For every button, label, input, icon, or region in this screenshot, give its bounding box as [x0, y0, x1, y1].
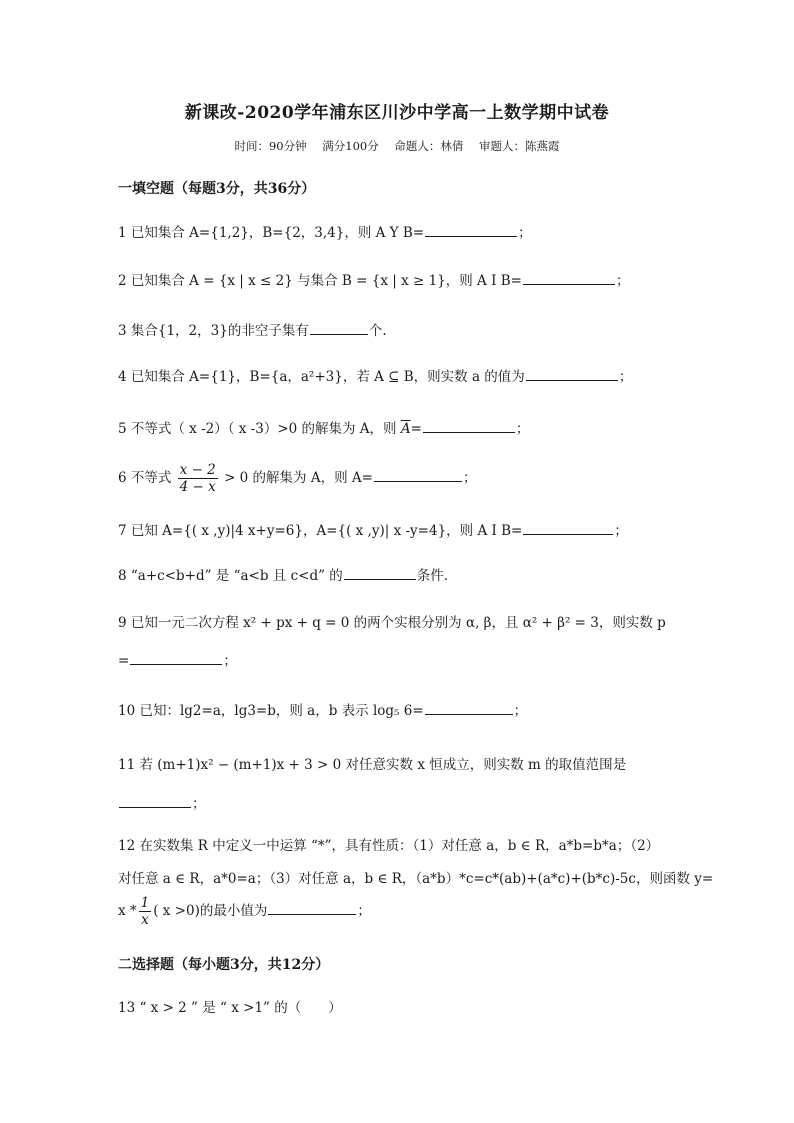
- question-11-text: 11 若 (m+1)x² − (m+1)x + 3 > 0 对任意实数 x 恒成立，则实数 m 的取值范围是: [118, 757, 627, 773]
- question-6-mid: > 0 的解集为 A，则 A=: [219, 470, 373, 486]
- question-6-text: 6 不等式: [118, 470, 176, 486]
- question-5-end: ；: [515, 421, 530, 437]
- answer-blank[interactable]: [119, 793, 191, 808]
- complement-a: $\overline{A}$: [400, 421, 411, 437]
- question-13: [118, 998, 698, 1018]
- answer-blank[interactable]: [423, 418, 515, 433]
- question-2-text: 2 已知集合 A = {x | x ≤ 2} 与集合 B = {x | x ≥ 1}，则 A I B=: [118, 273, 522, 289]
- question-9-answer-line: [118, 650, 698, 671]
- fraction: [178, 462, 218, 495]
- section-fill-heading: 一填空题（每题3分，共36分）: [118, 181, 316, 197]
- question-8-end: 条件.: [416, 568, 449, 584]
- question-11-answer-line: [118, 793, 698, 814]
- question-3-text: 3 集合{1，2，3}的非空子集有: [118, 323, 309, 339]
- fraction: [139, 895, 152, 928]
- question-12-line-1: 12 在实数集 R 中定义一中运算 “*”，具有性质：（1）对任意 a，b ∈ R，a*b=b*a；（2）: [118, 838, 660, 854]
- reviewer-info: 审题人：陈燕霞: [479, 139, 560, 153]
- author-info: 命题人：林倩: [394, 139, 464, 153]
- question-9-eq: =: [118, 653, 130, 669]
- section-choice-heading: 二选择题（每小题3分，共12分）: [118, 957, 330, 973]
- answer-blank[interactable]: [523, 520, 613, 535]
- answer-blank[interactable]: [374, 467, 462, 482]
- fraction-denominator: 4 − x: [179, 479, 216, 495]
- question-11-end: ；: [192, 796, 206, 812]
- score-info: 满分100分: [322, 139, 379, 153]
- question-10-text: 10 已知：lg2=a，lg3=b，则 a，b 表示 log₅ 6=: [118, 703, 424, 719]
- question-7-text: 7 已知 A={( x ,y)|4 x+y=6}，A={( x ,y)| x -y=4}，则 A I B=: [118, 523, 523, 539]
- answer-blank[interactable]: [130, 650, 222, 665]
- question-12-line-2: 对任意 a ∈ R，a*0=a；（3）对任意 a，b ∈ R，（a*b）*c=c*(ab)+(a*c)+(b*c)-5c，则函数 y=: [118, 871, 714, 887]
- answer-blank[interactable]: [425, 222, 517, 237]
- question-5-text: 5 不等式（ x -2）（ x -3）>0 的解集为 A，则: [118, 421, 401, 437]
- question-2-end: ；: [615, 273, 630, 289]
- question-6-end: ；: [462, 470, 477, 486]
- question-12-end: ；: [357, 903, 371, 919]
- question-4-end: ；: [618, 369, 633, 385]
- question-4: [118, 366, 698, 387]
- page-title: 新课改-2020学年浦东区川沙中学高一上数学期中试卷: [184, 103, 610, 123]
- question-1: [118, 222, 698, 243]
- answer-blank[interactable]: [344, 565, 416, 580]
- question-12-post: ( x >0)的最小值为: [153, 903, 268, 919]
- question-10-end: ；: [513, 703, 528, 719]
- answer-blank[interactable]: [268, 900, 356, 915]
- fraction-denominator: x: [141, 912, 149, 928]
- question-9-text: 9 已知一元二次方程 x² + px + q = 0 的两个实根分别为 α, β，且 α² + β² = 3，则实数 p: [118, 615, 666, 631]
- question-4-text: 4 已知集合 A={1}，B={a，a²+3}，若 A ⊆ B，则实数 a 的值为: [118, 369, 525, 385]
- question-10: [118, 700, 698, 721]
- question-3-end: 个.: [368, 323, 387, 339]
- question-11: [118, 755, 698, 775]
- question-8-text: 8 “a+c<b+d” 是 “a<b 且 c<d” 的: [118, 568, 343, 584]
- question-13-text: 13 “ x > 2 ” 是 “ x >1” 的（ ）: [118, 1000, 342, 1016]
- question-3: [118, 320, 698, 341]
- question-8: [118, 565, 698, 586]
- question-6: [118, 462, 698, 495]
- question-5: [118, 418, 698, 439]
- question-7-end: ；: [614, 523, 628, 539]
- time-info: 时间：90分钟: [234, 139, 307, 153]
- question-1-text: 1 已知集合 A={1,2}，B={2，3,4}，则 A Y B=: [118, 225, 425, 241]
- answer-blank[interactable]: [310, 320, 368, 335]
- answer-blank[interactable]: [526, 366, 618, 381]
- exam-meta: [0, 138, 794, 154]
- question-7: [118, 520, 698, 541]
- question-9: [118, 613, 698, 633]
- question-12-line-3: [118, 895, 698, 928]
- answer-blank[interactable]: [425, 700, 513, 715]
- answer-blank[interactable]: [523, 270, 615, 285]
- fraction-numerator: x − 2: [179, 462, 216, 478]
- question-2: [118, 270, 698, 291]
- question-5-eq: =: [410, 421, 422, 437]
- fraction-numerator: 1: [140, 895, 150, 911]
- question-1-end: ；: [518, 225, 532, 241]
- question-12-pre: x *: [118, 903, 137, 919]
- question-9-end: ；: [223, 653, 237, 669]
